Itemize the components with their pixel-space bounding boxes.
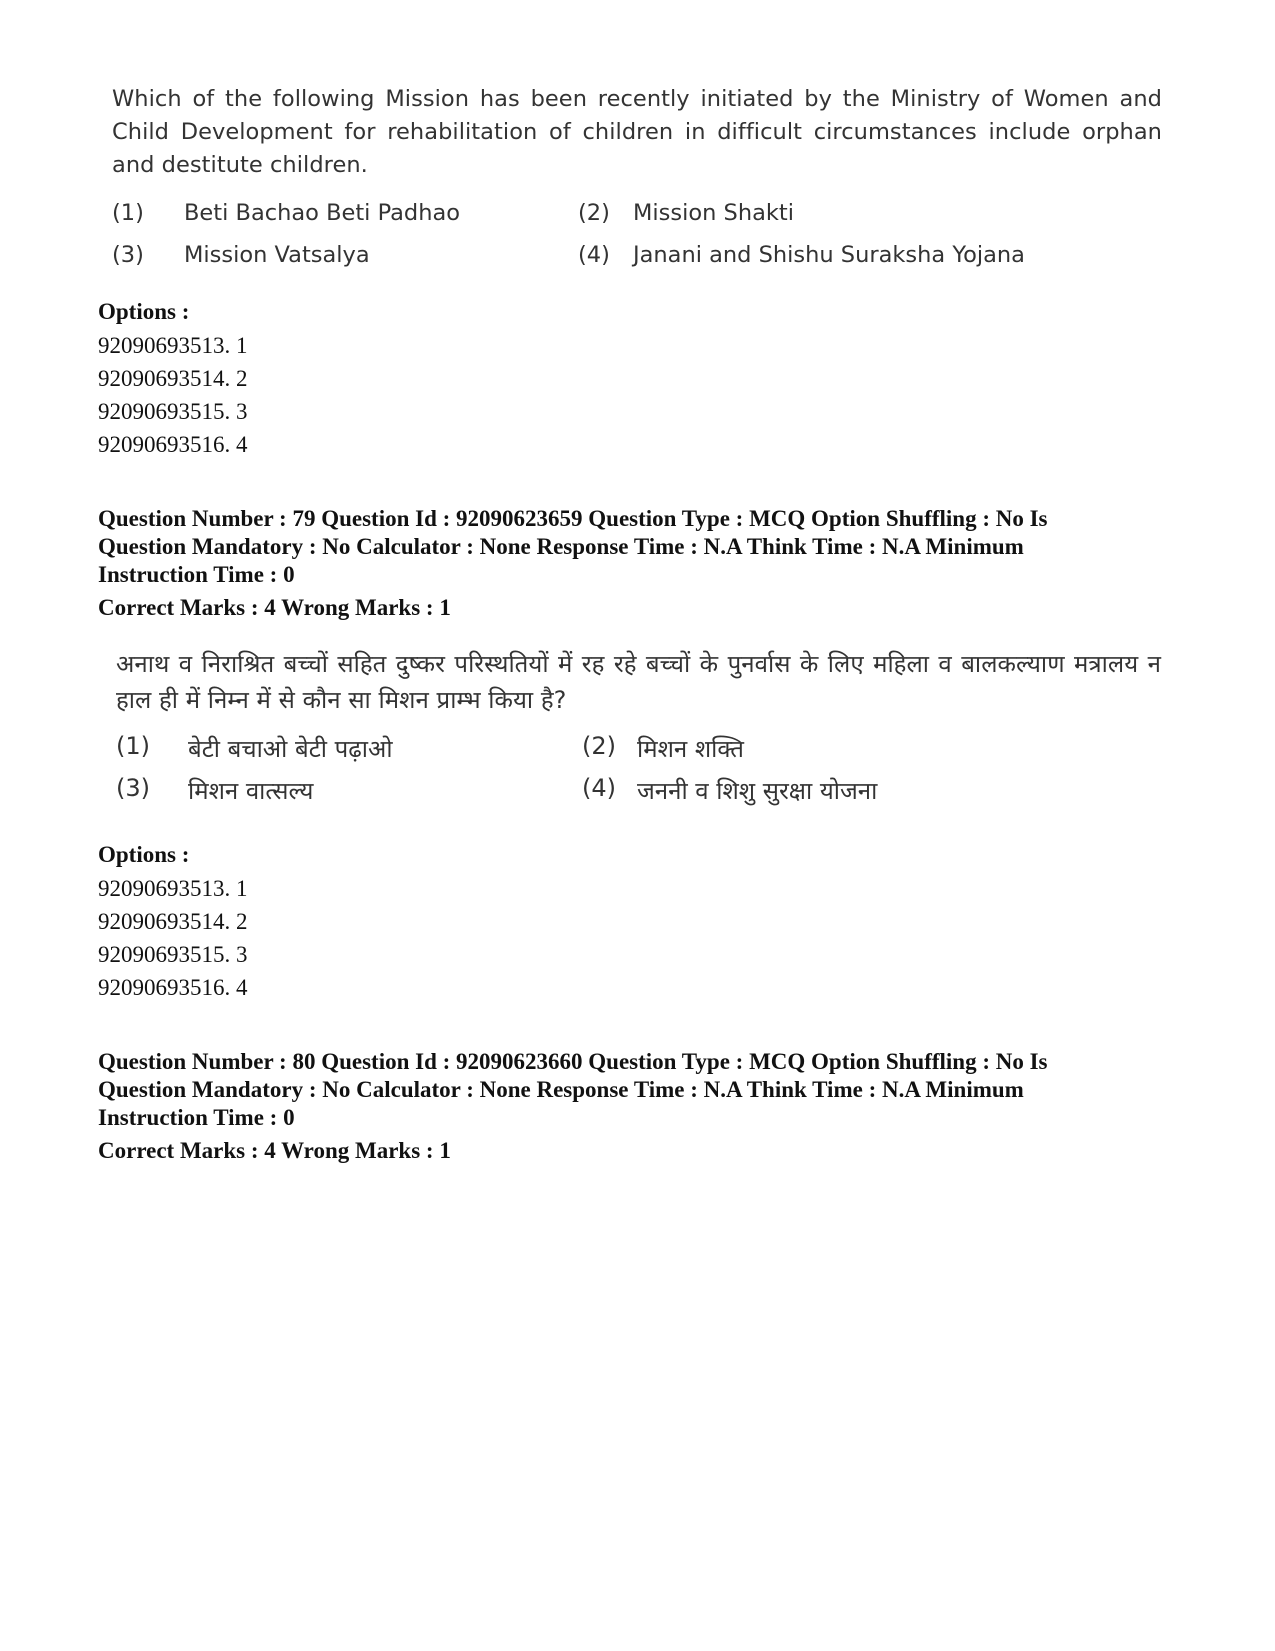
option-line: 92090693516. 4 — [98, 432, 248, 457]
choice-1-number: (1) — [112, 200, 144, 226]
option-line: 92090693516. 4 — [98, 975, 248, 1000]
question-78-options — [98, 298, 248, 461]
choice-4-text: Janani and Shishu Suraksha Yojana — [633, 242, 1025, 268]
choice-4-text: जननी व शिशु सुरक्षा योजना — [637, 777, 878, 805]
choice-1-text: बेटी बचाओ बेटी पढ़ाओ — [188, 735, 393, 763]
choice-4-number: (4) — [578, 242, 610, 268]
question-78-choices — [112, 200, 1162, 290]
question-79-image — [116, 646, 1161, 822]
question-78-stem: Which of the following Mission has been recently initiated by the Ministry of Women and Child Development for rehabilitation of children in difficult circumstances include orphan and destitute children. — [112, 86, 1162, 178]
question-79-header — [98, 505, 1048, 622]
choice-1-text: Beti Bachao Beti Padhao — [184, 200, 461, 226]
choice-2-number: (2) — [578, 200, 610, 226]
choice-1-number: (1) — [116, 732, 150, 760]
question-header-line: Question Number : 80 Question Id : 92090623660 Question Type : MCQ Option Shuffling : No Is — [98, 1049, 1048, 1074]
option-line: 92090693514. 2 — [98, 366, 248, 391]
option-line: 92090693514. 2 — [98, 909, 248, 934]
question-80-header — [98, 1048, 1048, 1165]
marks-line: Correct Marks : 4 Wrong Marks : 1 — [98, 1138, 451, 1163]
choice-3-number: (3) — [112, 242, 144, 268]
choice-3-text: मिशन वात्सल्य — [188, 777, 314, 805]
marks-line: Correct Marks : 4 Wrong Marks : 1 — [98, 595, 451, 620]
choice-4-number: (4) — [582, 774, 616, 802]
question-header-line: Instruction Time : 0 — [98, 1105, 295, 1130]
question-header-line: Question Mandatory : No Calculator : None Response Time : N.A Think Time : N.A Minimum — [98, 534, 1024, 559]
option-line: 92090693515. 3 — [98, 399, 248, 424]
option-line: 92090693515. 3 — [98, 942, 248, 967]
choice-3-number: (3) — [116, 774, 150, 802]
question-header-line: Instruction Time : 0 — [98, 562, 295, 587]
options-label: Options : — [98, 842, 190, 867]
option-line: 92090693513. 1 — [98, 333, 248, 358]
question-header-line: Question Number : 79 Question Id : 92090623659 Question Type : MCQ Option Shuffling : No Is — [98, 506, 1048, 531]
option-line: 92090693513. 1 — [98, 876, 248, 901]
choice-2-number: (2) — [582, 732, 616, 760]
options-label: Options : — [98, 299, 190, 324]
choice-2-text: Mission Shakti — [633, 200, 794, 226]
question-79-stem: अनाथ व निराश्रित बच्चों सहित दुष्कर परिस्थतियों में रह रहे बच्चों के पुनर्वास के लिए महिला व बालकल्याण मत्रालय न हाल ही में निम्न में से कौन सा मिशन प्राम्भ किया है? — [116, 650, 1161, 714]
question-header-line: Question Mandatory : No Calculator : None Response Time : N.A Think Time : N.A Minimum — [98, 1077, 1024, 1102]
question-79-choices — [116, 732, 1161, 822]
question-79-options — [98, 841, 248, 1004]
question-78-image — [112, 83, 1162, 290]
choice-3-text: Mission Vatsalya — [184, 242, 370, 268]
choice-2-text: मिशन शक्ति — [637, 735, 744, 763]
